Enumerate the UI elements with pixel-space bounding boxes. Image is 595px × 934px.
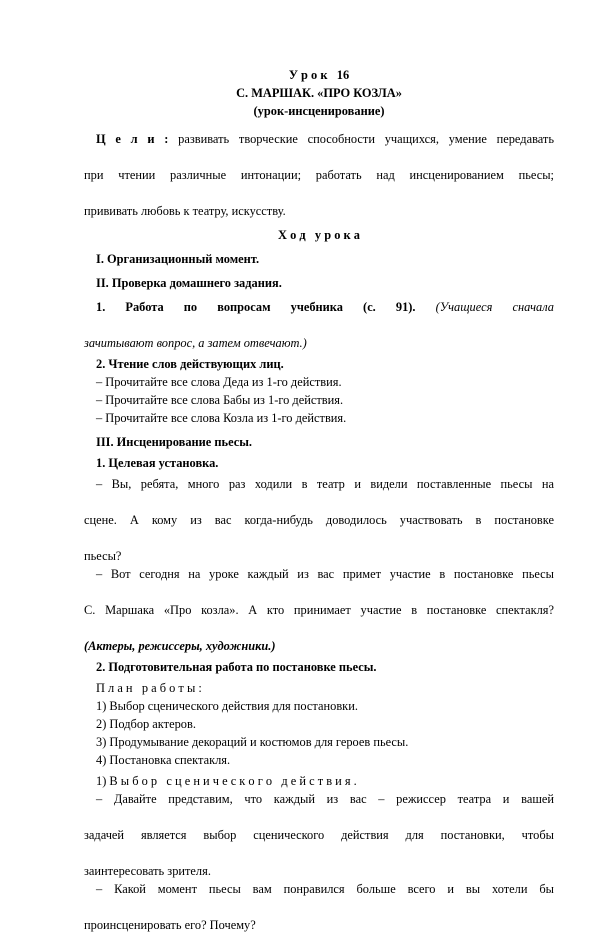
goals-paragraph <box>84 130 554 166</box>
goals-line2-row <box>84 166 554 202</box>
goals-label: Ц е л и : <box>96 132 169 146</box>
paragraph-line: сцене. А кому из вас когда-нибудь доводилось участвовать в постановке <box>84 513 554 527</box>
paragraph-line: проинсценировать его? Почему? <box>84 918 256 932</box>
lesson-title: С. МАРШАК. «ПРО КОЗЛА» <box>236 86 402 100</box>
section-3-1-heading: 1. Целевая установка. <box>96 456 219 470</box>
document-page <box>84 66 554 934</box>
goals-line2: при чтении различные интонации; работать над инсценированием пьесы; <box>84 168 554 182</box>
paragraph-line: С. Маршака «Про козла». А кто принимает участие в постановке спектакля? <box>84 603 554 617</box>
section-2-1-note-b: зачитывают вопрос, а затем отвечают.) <box>84 336 307 350</box>
section-2-heading: II. Проверка домашнего задания. <box>96 276 282 290</box>
section-2-2-heading: 2. Чтение слов действующих лиц. <box>96 357 284 371</box>
paragraph-note: (Актеры, режиссеры, художники.) <box>84 639 276 653</box>
list-item: – Прочитайте все слова Деда из 1-го действия. <box>96 375 342 389</box>
step-1-number: 1) <box>96 774 107 788</box>
plan-item: 3) Продумывание декораций и костюмов для героев пьесы. <box>96 735 409 749</box>
plan-item: 2) Подбор актеров. <box>96 717 196 731</box>
paragraph-line: пьесы? <box>84 549 122 563</box>
section-1-heading: I. Организационный момент. <box>96 252 260 266</box>
section-3-heading: III. Инсценирование пьесы. <box>96 435 253 449</box>
paragraph-line: заинтересовать зрителя. <box>84 864 211 878</box>
paragraph-line: – Давайте представим, что каждый из вас – режиссер театра и вашей <box>96 792 554 806</box>
section-3-2-heading: 2. Подготовительная работа по постановке пьесы. <box>96 660 377 674</box>
section-2-1-heading: 1. Работа по вопросам учебника (с. 91). <box>96 300 416 314</box>
step-1-heading <box>84 772 554 790</box>
goals-line1: развивать творческие способности учащихся, умение передавать <box>168 132 554 146</box>
plan-label: П л а н р а б о т ы : <box>96 681 202 695</box>
paragraph-line: задачей является выбор сценического действия для постановки, чтобы <box>84 828 554 842</box>
list-item: – Прочитайте все слова Бабы из 1-го действия. <box>96 393 344 407</box>
section-2-1-row <box>84 298 554 334</box>
step-1-label: В ы б о р с ц е н и ч е с к о г о д е й с т в и я . <box>106 774 357 788</box>
lesson-number: У р о к 16 <box>288 68 350 82</box>
section-2-1-note-a: (Учащиеся сначала <box>415 300 554 314</box>
paragraph-line: – Вы, ребята, много раз ходили в театр и видели поставленные пьесы на <box>96 477 554 491</box>
plan-item: 1) Выбор сценического действия для постановки. <box>96 699 358 713</box>
goals-line3: прививать любовь к театру, искусству. <box>84 204 286 218</box>
lesson-subtitle: (урок-инсценирование) <box>253 104 385 118</box>
course-heading: Х о д у р о к а <box>278 228 360 242</box>
list-item: – Прочитайте все слова Козла из 1-го действия. <box>96 411 347 425</box>
plan-item: 4) Постановка спектакля. <box>96 753 231 767</box>
paragraph-line: – Какой момент пьесы вам понравился больше всего и вы хотели бы <box>96 882 554 896</box>
paragraph-line: – Вот сегодня на уроке каждый из вас примет участие в постановке пьесы <box>96 567 554 581</box>
